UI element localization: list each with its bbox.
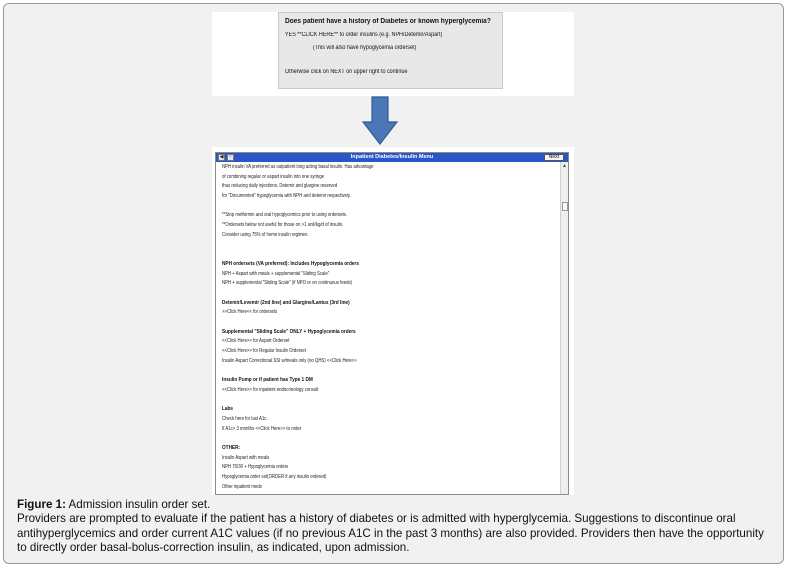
vertical-scrollbar[interactable] — [560, 162, 568, 494]
menu-line — [222, 289, 510, 299]
back-arrow-icon[interactable]: ◀ — [219, 154, 224, 160]
prompt-dialog — [278, 12, 503, 89]
menu-line[interactable]: <<Click Here>> for Regular Insulin Orderset — [222, 348, 306, 355]
menu-line: for "Documented" hypoglycemia with NPH and detemir respectively. — [222, 193, 351, 200]
prompt-question: Does patient have a history of Diabetes or known hyperglycemia? — [285, 18, 491, 25]
menu-line: thus reducing daily injections. Detemir and glargine reserved — [222, 183, 338, 190]
menu-line[interactable]: <<Click Here>> for inpatient endocrinology consult — [222, 386, 319, 393]
menu-section-heading: Detemir/Levemir (2nd line) and Glargine/Lantus (3rd line) — [222, 299, 350, 306]
menu-section-heading: OTHER: — [222, 444, 241, 451]
caption-body: Providers are prompted to evaluate if the patient has a history of diabetes or is admitted with hyperglycemia. Suggestions to discontinue oral antihyperglycemics and order current A1C values (if no previous A1C in the past 3 months) are also provided. Providers then have the opportunity to directly order basal-bolus-correction insulin, as indicated, upon admission. — [17, 512, 764, 555]
menu-line — [222, 396, 510, 406]
menu-line[interactable]: Insulin Aspart Correctional SSI w/meals only (no QHS) <<Click Here>> — [222, 357, 357, 364]
menu-line — [222, 318, 510, 328]
menu-line: NPH + supplemental "Sliding Scale" (if NPO or on continuous feeds) — [222, 280, 353, 287]
menu-line: Other inpatient meds — [222, 483, 262, 490]
menu-line: NPH insulin VA preferred as outpatient long acting basal insulin. Has advantage — [222, 164, 374, 170]
prompt-other-line: Otherwise click on NEXT on upper right to continue — [285, 69, 408, 75]
menu-line[interactable]: If A1c> 3 months <<Click Here>> to order — [222, 425, 302, 432]
figure-caption — [17, 498, 769, 556]
menu-line[interactable]: Check here for last A1c. — [222, 415, 268, 422]
scroll-up-arrow-icon[interactable]: ▲ — [562, 163, 567, 169]
insulin-menu-screenshot — [212, 147, 574, 495]
menu-line — [222, 202, 510, 212]
menu-line: Hypoglycemia order set(ORDER if any insulin ordered) — [222, 474, 327, 480]
menu-line[interactable]: >>Click Here<< for ordersets — [222, 309, 278, 316]
menu-section-heading: Insulin Pump or if patient has Type 1 DM — [222, 377, 313, 384]
insulin-menu-window — [215, 152, 569, 495]
menu-line[interactable]: <<Click Here>> for Aspart Orderset — [222, 338, 290, 345]
menu-line: Insulin Aspart with meals — [222, 454, 270, 461]
menu-section-heading: NPH ordersets (VA preferred): Includes Hypoglycemia orders — [222, 260, 359, 267]
caption-label: Figure 1: — [17, 498, 66, 511]
menu-section-heading: Supplemental "Sliding Scale" ONLY + Hypoglycemia orders — [222, 328, 356, 335]
menu-line — [222, 434, 510, 444]
diabetes-prompt-screenshot — [212, 12, 574, 96]
scroll-thumb[interactable] — [562, 202, 568, 211]
menu-line: Consider using 75% of home insulin regimen. — [222, 231, 309, 238]
next-button[interactable]: Next — [544, 154, 564, 161]
prompt-also-line: (This will also have hypoglycemia orderset) — [313, 45, 417, 51]
menu-line — [222, 366, 510, 376]
window-menu-icon[interactable]: ▫ — [227, 154, 234, 161]
prompt-yes-line[interactable]: YES **CLICK HERE** to order insulins (e.g. NPH/Detemir/Aspart) — [285, 32, 443, 38]
menu-line: **Ordersets below not useful for those on >1 unit/kg/d of insulin. — [222, 222, 344, 229]
caption-title: Admission insulin order set. — [65, 498, 211, 511]
menu-line: **Stop metformin and oral hypoglycemics prior to using ordersets. — [222, 212, 348, 219]
menu-line — [222, 241, 510, 251]
menu-title: Inpatient Diabetes/Insulin Menu — [350, 154, 434, 160]
menu-titlebar — [216, 153, 568, 162]
menu-line: NPH 70/30 + Hypoglycemia orders — [222, 464, 289, 471]
menu-content — [222, 163, 557, 492]
down-arrow-icon — [361, 96, 399, 146]
menu-section-heading: Labs — [222, 406, 234, 413]
menu-line — [222, 250, 510, 260]
menu-line: NPH + Aspart with meals + supplemental "Sliding Scale" — [222, 270, 330, 277]
menu-line: of combining regular or aspart insulin into one syringe — [222, 173, 325, 180]
